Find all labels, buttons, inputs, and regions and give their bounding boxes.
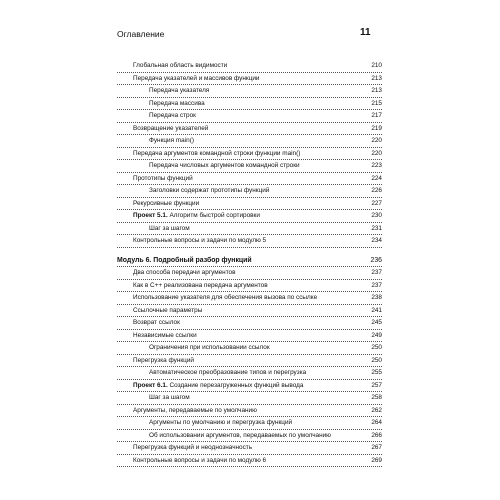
toc-entry-page: 213 [368,73,382,85]
toc-entry [117,267,382,280]
toc-entry-title: Независимые ссылки [133,330,199,342]
toc-entry [117,210,382,223]
toc-entry-title: Передача строк [149,110,198,122]
toc-entry-page: 223 [368,160,382,172]
toc-entry-title: Перегрузка функций и неоднозначность [133,442,254,454]
toc-entry [117,392,382,405]
toc-entry [117,455,382,468]
toc-entry [117,280,382,293]
toc-entry-title: Передача указателя [149,85,211,97]
toc-project-label: Проект 6.1. [133,381,168,389]
toc-entry-page: 266 [368,430,382,442]
toc-entry-page: 237 [368,280,382,292]
toc-entry-page: 210 [368,60,382,72]
toc-entry-page: 220 [368,148,382,160]
toc-entry-title [133,210,262,222]
toc-entry [117,98,382,111]
toc-entry-page: 267 [368,442,382,454]
toc-entry [117,380,382,393]
toc-entry-page: 226 [368,185,382,197]
toc-entry-title: Два способа передачи аргументов [133,267,238,279]
toc-entry [117,417,382,430]
toc-entry-page: 258 [368,392,382,404]
toc-entry-title: Шаг за шагом [149,223,192,235]
toc-entry [117,198,382,211]
toc-entry-title: Заголовки содержат прототипы функций [149,185,271,197]
toc-entry-page: 227 [368,198,382,210]
toc-entry-title: Контрольные вопросы и задачи по модулю 6 [133,455,268,467]
toc-entry [117,355,382,368]
toc-entry-title: Контрольные вопросы и задачи по модулю 5 [133,235,268,247]
toc-entry-page: 262 [368,405,382,417]
toc-entry [117,342,382,355]
toc-entry-page: 220 [368,135,382,147]
toc-entry-title: Возврат ссылок [133,317,182,329]
toc-entry-title: Прототипы функций [133,173,195,185]
toc-entry [117,223,382,236]
toc-entry-page: 217 [368,110,382,122]
toc-entry-title: Возвращение указателей [133,123,210,135]
toc-entry [117,110,382,123]
toc-entry-title: Ограничения при использовании ссылок [149,342,272,354]
toc-entry-title: Шаг за шагом [149,392,192,404]
toc-entry-title: Как в C++ реализована передача аргументов [133,280,270,292]
toc-entry [117,85,382,98]
toc-entry [117,173,382,186]
toc-entry-title: Аргументы по умолчанию и перегрузка функций [149,417,294,429]
toc-entry-title: Ссылочные параметры [133,305,204,317]
toc-entry-title: Передача аргументов командной строки функции main() [133,148,302,160]
toc-entry-page: 245 [368,317,382,329]
toc-entry-page: 264 [368,417,382,429]
toc-module-heading [117,255,382,268]
toc-entry [117,317,382,330]
toc-entry [117,160,382,173]
toc-project-label: Проект 5.1. [133,212,168,219]
toc-entry [117,123,382,136]
toc-entry-page: 213 [368,85,382,97]
toc-entry-page: 215 [368,98,382,110]
toc-entry-page: 250 [368,355,382,367]
toc-entry-page: 234 [368,235,382,247]
toc-entry [117,367,382,380]
toc-entry-title: Автоматическое преобразование типов и перегрузка [149,367,308,379]
toc-entry [117,305,382,318]
toc-entry-page: 231 [368,223,382,235]
toc-entry-title: Об использовании аргументов, передаваемых по умолчанию [149,430,333,442]
toc-entry [117,292,382,305]
toc-entry-title: Модуль 6. Подробный разбор функций [117,255,254,267]
toc-entry-page: 241 [368,305,382,317]
toc-entry [117,60,382,73]
toc-entry-page: 224 [368,173,382,185]
toc-entry [117,135,382,148]
toc-project-title: Алгоритм быстрой сортировки [169,212,260,219]
toc-entry-title: Аргументы, передаваемые по умолчанию [133,405,259,417]
toc-entry-page: 238 [368,292,382,304]
toc-entry [117,442,382,455]
toc-entry-title: Рекурсивные функции [133,198,201,210]
toc-entry-title: Передача числовых аргументов командной строки [149,160,302,172]
toc-entry-title: Использование указателя для обеспечения вызова по ссылке [133,292,319,304]
toc-entry [117,73,382,86]
toc-entry-page: 236 [368,255,383,267]
toc-entry [117,430,382,443]
toc-entry [117,235,382,248]
page-number: 11 [360,27,371,38]
toc-project-title: Создание перезагруженных функций вывода [169,381,304,389]
toc-entry-page: 230 [368,210,382,222]
toc-entry [117,185,382,198]
toc-entry-page: 219 [368,123,382,135]
toc-entry-title: Передача указателей и массивов функции [133,73,262,85]
toc-entry-page: 250 [368,342,382,354]
toc-entry-title: Передача массива [149,98,207,110]
toc-entry-page: 249 [368,330,382,342]
table-of-contents [117,60,382,467]
toc-entry-title: Функция main() [149,135,196,147]
toc-entry [117,405,382,418]
toc-entry-title [133,380,305,392]
toc-entry-page: 257 [368,380,382,392]
toc-entry-title: Глобальная область видимости [133,60,229,72]
toc-entry-page: 269 [368,455,382,467]
toc-entry-title: Перегрузка функций [133,355,196,367]
toc-entry [117,148,382,161]
toc-entry-page: 255 [368,367,382,379]
toc-entry [117,330,382,343]
running-title: Оглавление [117,29,165,39]
toc-entry-page: 237 [368,267,382,279]
